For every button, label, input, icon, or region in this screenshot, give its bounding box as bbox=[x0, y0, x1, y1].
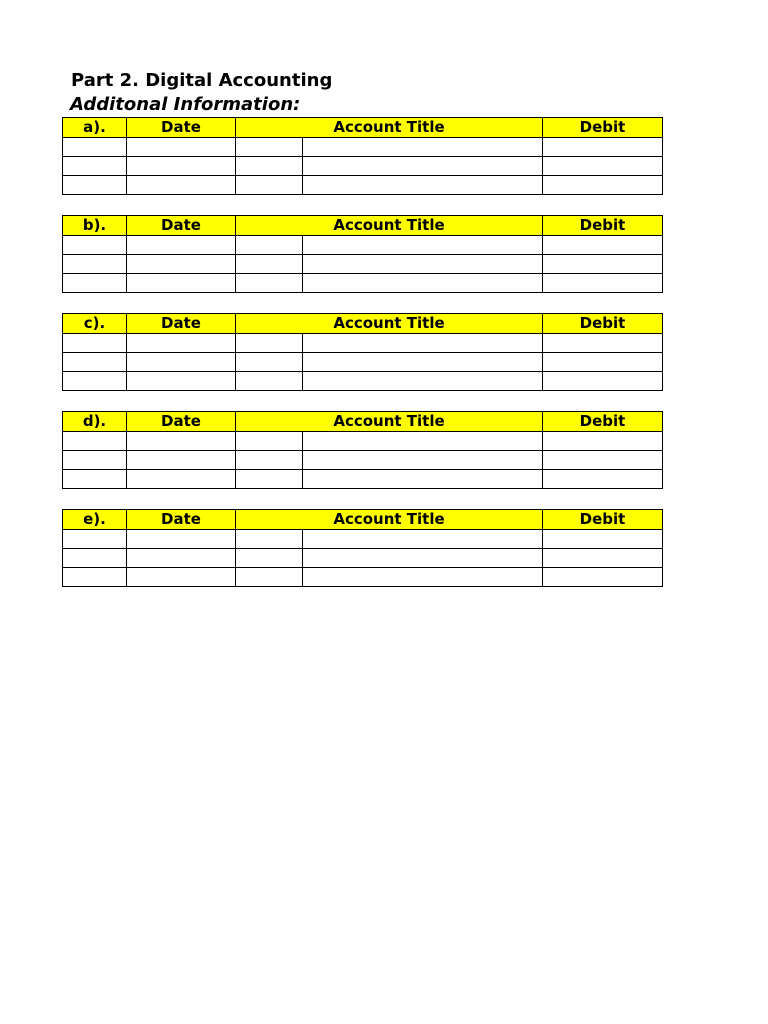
table-row bbox=[63, 274, 663, 293]
blank-cell[interactable] bbox=[63, 274, 127, 293]
account-title-cell[interactable] bbox=[303, 470, 543, 489]
ref-cell[interactable] bbox=[236, 568, 303, 587]
debit-cell[interactable] bbox=[543, 157, 663, 176]
debit-cell[interactable] bbox=[543, 549, 663, 568]
debit-cell[interactable] bbox=[543, 138, 663, 157]
ref-cell[interactable] bbox=[236, 451, 303, 470]
date-header: Date bbox=[127, 412, 236, 432]
blank-cell[interactable] bbox=[63, 334, 127, 353]
debit-cell[interactable] bbox=[543, 470, 663, 489]
date-cell[interactable] bbox=[127, 451, 236, 470]
account-title-cell[interactable] bbox=[303, 353, 543, 372]
table-row bbox=[63, 255, 663, 274]
account-title-header: Account Title bbox=[236, 412, 543, 432]
blank-cell[interactable] bbox=[63, 176, 127, 195]
date-cell[interactable] bbox=[127, 274, 236, 293]
account-title-cell[interactable] bbox=[303, 138, 543, 157]
ref-cell[interactable] bbox=[236, 236, 303, 255]
journal-table-a bbox=[62, 117, 663, 195]
debit-header: Debit bbox=[543, 314, 663, 334]
blank-cell[interactable] bbox=[63, 157, 127, 176]
table-header-row bbox=[63, 412, 663, 432]
account-title-cell[interactable] bbox=[303, 157, 543, 176]
date-cell[interactable] bbox=[127, 236, 236, 255]
ref-cell[interactable] bbox=[236, 334, 303, 353]
journal-table-e bbox=[62, 509, 663, 587]
date-cell[interactable] bbox=[127, 157, 236, 176]
blank-cell[interactable] bbox=[63, 530, 127, 549]
blank-cell[interactable] bbox=[63, 372, 127, 391]
account-title-header: Account Title bbox=[236, 314, 543, 334]
table-row bbox=[63, 157, 663, 176]
table-row bbox=[63, 372, 663, 391]
debit-cell[interactable] bbox=[543, 372, 663, 391]
debit-cell[interactable] bbox=[543, 451, 663, 470]
blank-cell[interactable] bbox=[63, 568, 127, 587]
debit-cell[interactable] bbox=[543, 353, 663, 372]
account-title-cell[interactable] bbox=[303, 255, 543, 274]
table-row bbox=[63, 334, 663, 353]
blank-cell[interactable] bbox=[63, 353, 127, 372]
ref-cell[interactable] bbox=[236, 432, 303, 451]
debit-header: Debit bbox=[543, 510, 663, 530]
blank-cell[interactable] bbox=[63, 236, 127, 255]
date-cell[interactable] bbox=[127, 432, 236, 451]
table-row bbox=[63, 530, 663, 549]
blank-cell[interactable] bbox=[63, 255, 127, 274]
ref-cell[interactable] bbox=[236, 530, 303, 549]
table-row bbox=[63, 470, 663, 489]
ref-cell[interactable] bbox=[236, 274, 303, 293]
ref-cell[interactable] bbox=[236, 138, 303, 157]
debit-cell[interactable] bbox=[543, 530, 663, 549]
blank-cell[interactable] bbox=[63, 470, 127, 489]
account-title-cell[interactable] bbox=[303, 549, 543, 568]
account-title-cell[interactable] bbox=[303, 334, 543, 353]
table-header-row bbox=[63, 510, 663, 530]
table-row bbox=[63, 176, 663, 195]
date-cell[interactable] bbox=[127, 568, 236, 587]
ref-cell[interactable] bbox=[236, 549, 303, 568]
date-cell[interactable] bbox=[127, 470, 236, 489]
blank-cell[interactable] bbox=[63, 138, 127, 157]
account-title-header: Account Title bbox=[236, 118, 543, 138]
item-label: a). bbox=[63, 118, 127, 138]
ref-cell[interactable] bbox=[236, 157, 303, 176]
date-cell[interactable] bbox=[127, 549, 236, 568]
date-header: Date bbox=[127, 314, 236, 334]
date-cell[interactable] bbox=[127, 372, 236, 391]
account-title-cell[interactable] bbox=[303, 568, 543, 587]
account-title-cell[interactable] bbox=[303, 530, 543, 549]
table-row bbox=[63, 568, 663, 587]
blank-cell[interactable] bbox=[63, 432, 127, 451]
account-title-cell[interactable] bbox=[303, 176, 543, 195]
date-cell[interactable] bbox=[127, 176, 236, 195]
account-title-cell[interactable] bbox=[303, 432, 543, 451]
table-row bbox=[63, 432, 663, 451]
debit-cell[interactable] bbox=[543, 334, 663, 353]
debit-cell[interactable] bbox=[543, 432, 663, 451]
date-header: Date bbox=[127, 118, 236, 138]
date-cell[interactable] bbox=[127, 255, 236, 274]
account-title-cell[interactable] bbox=[303, 372, 543, 391]
debit-cell[interactable] bbox=[543, 274, 663, 293]
account-title-cell[interactable] bbox=[303, 274, 543, 293]
blank-cell[interactable] bbox=[63, 451, 127, 470]
table-row bbox=[63, 451, 663, 470]
date-cell[interactable] bbox=[127, 334, 236, 353]
page-title: Part 2. Digital Accounting bbox=[71, 70, 333, 91]
table-header-row bbox=[63, 216, 663, 236]
ref-cell[interactable] bbox=[236, 353, 303, 372]
debit-cell[interactable] bbox=[543, 236, 663, 255]
table-header-row bbox=[63, 314, 663, 334]
journal-table-c bbox=[62, 313, 663, 391]
blank-cell[interactable] bbox=[63, 549, 127, 568]
account-title-cell[interactable] bbox=[303, 236, 543, 255]
account-title-cell[interactable] bbox=[303, 451, 543, 470]
item-label: c). bbox=[63, 314, 127, 334]
account-title-header: Account Title bbox=[236, 216, 543, 236]
page-subtitle: Additonal Information: bbox=[70, 94, 301, 115]
debit-header: Debit bbox=[543, 216, 663, 236]
date-cell[interactable] bbox=[127, 138, 236, 157]
journal-table-d bbox=[62, 411, 663, 489]
table-row bbox=[63, 549, 663, 568]
ref-cell[interactable] bbox=[236, 470, 303, 489]
table-row bbox=[63, 138, 663, 157]
date-header: Date bbox=[127, 216, 236, 236]
item-label: b). bbox=[63, 216, 127, 236]
journal-tables bbox=[62, 117, 662, 607]
journal-table-b bbox=[62, 215, 663, 293]
ref-cell[interactable] bbox=[236, 372, 303, 391]
debit-cell[interactable] bbox=[543, 176, 663, 195]
debit-cell[interactable] bbox=[543, 568, 663, 587]
ref-cell[interactable] bbox=[236, 255, 303, 274]
item-label: d). bbox=[63, 412, 127, 432]
account-title-header: Account Title bbox=[236, 510, 543, 530]
debit-cell[interactable] bbox=[543, 255, 663, 274]
date-cell[interactable] bbox=[127, 353, 236, 372]
date-header: Date bbox=[127, 510, 236, 530]
date-cell[interactable] bbox=[127, 530, 236, 549]
table-row bbox=[63, 353, 663, 372]
table-header-row bbox=[63, 118, 663, 138]
debit-header: Debit bbox=[543, 118, 663, 138]
table-row bbox=[63, 236, 663, 255]
debit-header: Debit bbox=[543, 412, 663, 432]
item-label: e). bbox=[63, 510, 127, 530]
ref-cell[interactable] bbox=[236, 176, 303, 195]
